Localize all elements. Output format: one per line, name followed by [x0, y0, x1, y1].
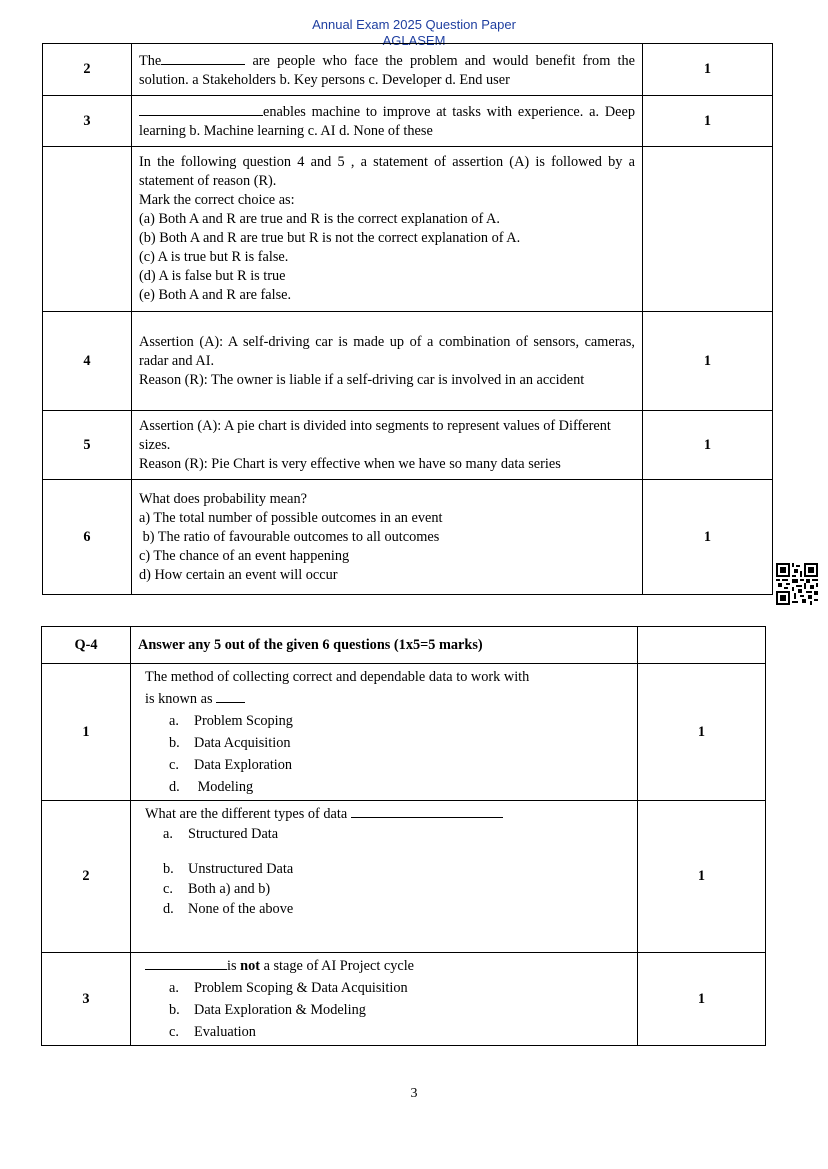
question-number: 2 — [43, 44, 132, 96]
table-row — [42, 664, 766, 801]
question-marks: 1 — [643, 96, 773, 147]
question-marks: 1 — [643, 312, 773, 411]
section-instruction: Answer any 5 out of the given 6 questions (1x5=5 marks) — [131, 627, 638, 664]
option-a: a. Structured Data — [163, 826, 279, 842]
question-marks: 1 — [638, 664, 766, 801]
blank-line — [351, 803, 503, 818]
question-marks: 1 — [643, 44, 773, 96]
table-row — [43, 44, 773, 96]
question-marks: 1 — [638, 953, 766, 1046]
option-a: a. Problem Scoping & Data Acquisition — [169, 980, 408, 996]
blank-line — [139, 101, 263, 116]
table-header-row — [42, 627, 766, 664]
question-text: What are the different types of data a. Structured Data b. Unstructured Data c. Both a) and b) d. None of the above — [131, 801, 638, 953]
blank-line — [161, 50, 245, 65]
table-row — [43, 411, 773, 480]
table-row — [43, 480, 773, 595]
question-marks: 1 — [643, 480, 773, 595]
question-number: 5 — [43, 411, 132, 480]
option-b: b. Data Acquisition — [169, 735, 291, 751]
questions-table-2 — [41, 626, 766, 1046]
header-title: Annual Exam 2025 Question Paper — [312, 17, 516, 32]
question-text: The method of collecting correct and dependable data to work with is known as a. Problem Scoping b. Data Acquisition c. Data Exploration d. Modeling — [131, 664, 638, 801]
blank-line — [145, 955, 227, 970]
option-a: a. Problem Scoping — [169, 713, 293, 729]
header-watermark: AGLASEM — [382, 33, 446, 48]
question-number: 1 — [42, 664, 131, 801]
question-number: 6 — [43, 480, 132, 595]
question-text: The are people who face the problem and would benefit from the solution. a Stakeholders b. Key persons c. Developer d. End user — [132, 44, 643, 96]
table-row — [43, 147, 773, 312]
qr-code-icon — [776, 563, 818, 605]
question-number: 4 — [43, 312, 132, 411]
question-marks: 1 — [643, 411, 773, 480]
question-text: is not a stage of AI Project cycle a. Problem Scoping & Data Acquisition b. Data Exploration & Modeling c. Evaluation — [131, 953, 638, 1046]
option-d: d. Modeling — [169, 779, 254, 795]
empty-cell — [643, 147, 773, 312]
blank-line — [216, 688, 245, 703]
option-c: c. Data Exploration — [169, 757, 293, 773]
option-b: b. Unstructured Data — [163, 861, 294, 877]
option-c: c. Both a) and b) — [163, 881, 271, 897]
option-b: b. Data Exploration & Modeling — [169, 1002, 366, 1018]
question-marks: 1 — [638, 801, 766, 953]
question-number: 2 — [42, 801, 131, 953]
page-number: 3 — [410, 1086, 418, 1101]
option-d: d. None of the above — [163, 901, 294, 917]
option-c: c. Evaluation — [169, 1024, 256, 1040]
table-row — [42, 953, 766, 1046]
section-number: Q-4 — [42, 627, 131, 664]
question-number: 3 — [43, 96, 132, 147]
instructions-text: In the following question 4 and 5 , a statement of assertion (A) is followed by a statement of reason (R). Mark the correct choice as: (a) Both A and R are true and R is the correct explanation of A. (b) Both A and R are true but R is not the correct explanation of A. (c) A is true but R is false. (d) A is false but R is true (e) Both A and R are false. — [132, 147, 643, 312]
question-text: Assertion (A): A pie chart is divided into segments to represent values of Different sizes. Reason (R): Pie Chart is very effective when we have so many data series — [132, 411, 643, 480]
question-text: What does probability mean? a) The total number of possible outcomes in an event b) The ratio of favourable outcomes to all outcomes c) The chance of an event happening d) How certain an event will occur — [132, 480, 643, 595]
table-row — [43, 96, 773, 147]
empty-cell — [43, 147, 132, 312]
questions-table-1 — [42, 43, 773, 595]
question-text: Assertion (A): A self-driving car is made up of a combination of sensors, cameras, radar and AI. Reason (R): The owner is liable if a self-driving car is involved in an accident — [132, 312, 643, 411]
table-row — [43, 312, 773, 411]
table-row — [42, 801, 766, 953]
question-number: 3 — [42, 953, 131, 1046]
question-text: enables machine to improve at tasks with experience. a. Deep learning b. Machine learning c. AI d. None of these — [132, 96, 643, 147]
empty-cell — [638, 627, 766, 664]
